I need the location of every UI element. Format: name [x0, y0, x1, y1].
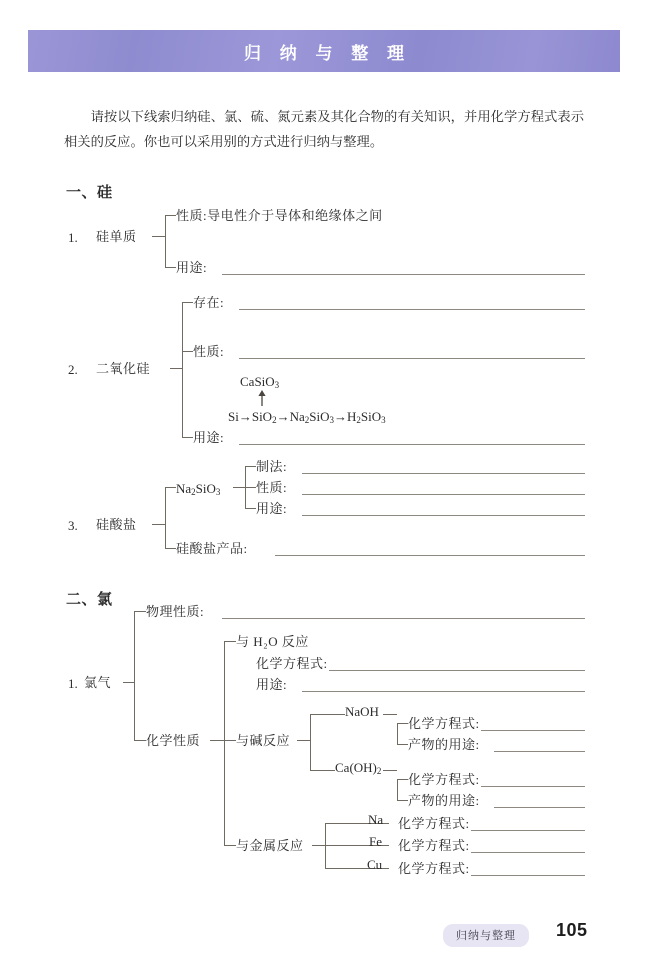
connector-stem-1-3 [152, 524, 165, 525]
connector-stem-chemical-property [210, 740, 224, 741]
metal-label-fe: Fe [369, 834, 382, 849]
item-number-1-3: 3. [68, 518, 78, 533]
connector-vertical-1-2 [182, 302, 183, 437]
label-use-water: 用途: [256, 677, 288, 692]
item-number-1-1: 1. [68, 230, 78, 245]
connector-branch-caoh2 [310, 770, 335, 771]
reagent-label-caoh2: $Ca(OH)_2$ [335, 760, 382, 776]
blank-line-product-use-caoh2[interactable] [494, 807, 585, 808]
section-heading-silicon: 一、硅 [66, 185, 113, 201]
blank-line-property-na2sio3[interactable] [302, 494, 585, 495]
label-equation-na: 化学方程式: [398, 816, 470, 831]
branch-label-physical-property: 物理性质: [146, 604, 205, 619]
connector-branch-naoh-b [397, 744, 408, 745]
connector-branch-caoh2-b [397, 800, 408, 801]
blank-line-use-water[interactable] [302, 691, 585, 692]
branch-label-react-base: 与碱反应 [236, 733, 291, 748]
page-banner [28, 30, 620, 72]
label-equation-caoh2: 化学方程式: [408, 772, 480, 787]
connector-branch-cp-c [224, 845, 236, 846]
connector-vertical-1-1 [165, 215, 166, 267]
connector-stem-caoh2 [383, 770, 397, 771]
connector-stem-2-1 [123, 682, 134, 683]
diagram-chain: $Si\to SiO_2\to Na_2SiO_3\to H_2SiO_3$ [228, 409, 386, 425]
item-label-silicon-element: 硅单质 [96, 229, 137, 244]
blank-line-use-1-1[interactable] [222, 274, 585, 275]
connector-branch-1-3-a [165, 487, 176, 488]
blank-line-property-1-2[interactable] [239, 358, 585, 359]
blank-line-silicate-products[interactable] [275, 555, 585, 556]
connector-vertical-naoh [397, 723, 398, 744]
branch-label-use-1-2: 用途: [193, 430, 225, 445]
connector-vertical-react-base [310, 714, 311, 770]
connector-branch-na2sio3-c [245, 508, 256, 509]
label-equation-water: 化学方程式: [256, 656, 328, 671]
item-number-1-2: 2. [68, 362, 78, 377]
connector-branch-2-1-b [134, 740, 146, 741]
branch-label-silicate-products: 硅酸盐产品: [176, 541, 248, 556]
branch-label-react-metal: 与金属反应 [236, 838, 304, 853]
connector-branch-1-2-c [182, 437, 193, 438]
connector-branch-1-2-a [182, 302, 193, 303]
item-label-silicon-dioxide: 二氧化硅 [96, 361, 151, 376]
blank-line-product-use-naoh[interactable] [494, 751, 585, 752]
blank-line-equation-caoh2[interactable] [481, 786, 585, 787]
blank-line-equation-fe[interactable] [471, 852, 585, 853]
intro-text: 请按以下线索归纳硅、氯、硫、氮元素及其化合物的有关知识，并用化学方程式表示相关的反应。你也可以采用别的方式进行归纳与整理。 [64, 109, 584, 149]
connector-stem-react-base [297, 740, 310, 741]
blank-line-equation-naoh[interactable] [481, 730, 585, 731]
branch-label-chemical-property: 化学性质 [146, 733, 201, 748]
blank-line-equation-na[interactable] [471, 830, 585, 831]
connector-stem-1-1 [152, 236, 165, 237]
connector-branch-1-3-b [165, 548, 176, 549]
branch-label-use-na2sio3: 用途: [256, 501, 288, 516]
blank-line-preparation[interactable] [302, 473, 585, 474]
connector-branch-na2sio3-b [245, 487, 256, 488]
label-equation-cu: 化学方程式: [398, 861, 470, 876]
intro-paragraph [64, 104, 584, 154]
connector-stem-react-metal [312, 845, 325, 846]
blank-line-use-1-2[interactable] [239, 444, 585, 445]
page-title: 归 纳 与 整 理 [244, 43, 411, 63]
footer-page-number: 105 [556, 920, 588, 940]
branch-label-property-1-2: 性质: [193, 344, 225, 359]
section-heading-chlorine: 二、氯 [66, 592, 113, 608]
diagram-up-arrow-icon [256, 390, 268, 406]
blank-line-exist-1-2[interactable] [239, 309, 585, 310]
branch-label-react-water: 与 H₂O 反应 [236, 634, 309, 649]
formula-h2o: ₂ [263, 634, 269, 649]
connector-branch-caoh2-a [397, 779, 408, 780]
connector-branch-cp-a [224, 641, 236, 642]
blank-line-equation-cu[interactable] [471, 875, 585, 876]
connector-vertical-1-3 [165, 487, 166, 548]
connector-vertical-chemical-property [224, 641, 225, 845]
reagent-label-naoh: NaOH [345, 704, 379, 719]
connector-vertical-caoh2 [397, 779, 398, 800]
connector-branch-naoh-a [397, 723, 408, 724]
connector-branch-cp-b [224, 740, 236, 741]
branch-label-exist-1-2: 存在: [193, 295, 225, 310]
metal-label-na: Na [368, 812, 384, 827]
item-label-silicate: 硅酸盐 [96, 517, 137, 532]
connector-stem-1-2 [170, 368, 182, 369]
connector-branch-1-1-a [165, 215, 176, 216]
blank-line-physical-property[interactable] [222, 618, 585, 619]
branch-label-property-1-1: 性质:导电性介于导体和绝缘体之间 [176, 208, 383, 223]
connector-branch-na2sio3-a [245, 466, 256, 467]
connector-stem-na2sio3 [233, 487, 245, 488]
item-number-2-1: 1. [68, 676, 78, 691]
branch-label-use-1-1: 用途: [176, 260, 208, 275]
label-equation-naoh: 化学方程式: [408, 716, 480, 731]
label-product-use-naoh: 产物的用途: [408, 737, 480, 752]
item-label-chlorine-gas: 氯气 [84, 675, 112, 690]
blank-line-use-na2sio3[interactable] [302, 515, 585, 516]
label-equation-fe: 化学方程式: [398, 838, 470, 853]
connector-branch-naoh [310, 714, 345, 715]
connector-vertical-2-1 [134, 611, 135, 740]
branch-label-property-na2sio3: 性质: [256, 480, 288, 495]
connector-branch-1-2-b [182, 351, 193, 352]
footer-section-pill: 归纳与整理 [443, 924, 529, 947]
connector-branch-2-1-a [134, 611, 146, 612]
connector-branch-1-1-b [165, 267, 176, 268]
metal-label-cu: Cu [367, 857, 383, 872]
connector-stem-naoh [383, 714, 397, 715]
blank-line-equation-water[interactable] [329, 670, 585, 671]
diagram-node-casio3: CaSiO$_3$ [240, 374, 280, 390]
label-product-use-caoh2: 产物的用途: [408, 793, 480, 808]
branch-label-na2sio3: $Na_2SiO_3$ [176, 481, 221, 497]
branch-label-preparation: 制法: [256, 459, 288, 474]
